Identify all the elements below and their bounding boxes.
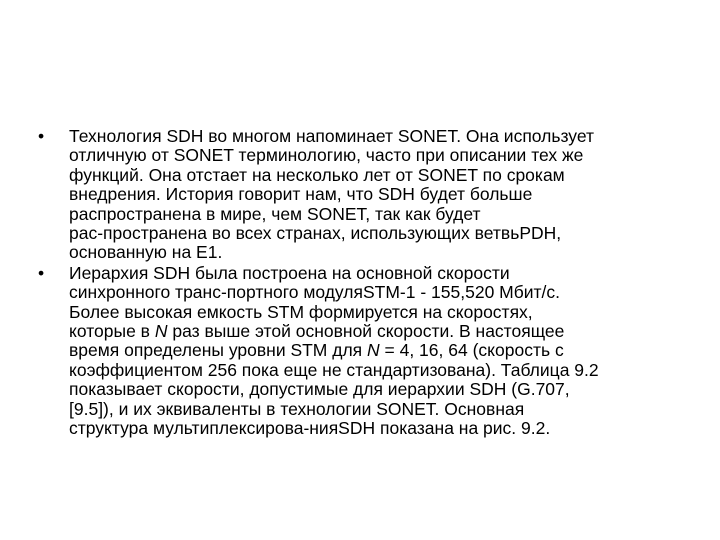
text-segment: время определены уровни STM для — [69, 340, 368, 361]
bullet-item-sdh-technology — [38, 127, 688, 263]
bullet-list — [38, 127, 688, 439]
text-line: показывает скорости, допустимые для иерархии SDH (G.707, — [69, 379, 570, 400]
text-line: основанную на E1. — [69, 242, 223, 263]
text-line: Более высокая емкость STM формируется на скоростях, — [69, 301, 533, 322]
bullet-icon: • — [38, 262, 45, 283]
text-line: синхронного транс-портного модуляSTM-1 - 155,520 Мбит/с. — [69, 282, 561, 303]
text-line — [69, 341, 688, 360]
text-line: [9.5]), и их эквиваленты в технологии SONET. Основная — [69, 398, 525, 419]
italic-variable-n: N — [154, 321, 168, 342]
text-line: рас-пространена во всех странах, использующих ветвьPDH, — [69, 223, 562, 244]
text-line: структура мультиплексирова-нияSDH показана на рис. 9.2. — [69, 418, 551, 439]
bullet-item-sdh-hierarchy — [38, 264, 688, 439]
text-line: Иерархия SDH была построена на основной скорости — [69, 262, 510, 283]
text-segment: раз выше этой основной скорости. В настоящее — [167, 321, 565, 342]
text-line: отличную от SONET терминологию, часто при описании тех же — [69, 145, 584, 166]
text-line: Технология SDH во многом напоминает SONET. Она использует — [69, 126, 595, 146]
text-line — [69, 322, 688, 341]
text-segment: = 4, 16, 64 (скорость с — [379, 340, 564, 361]
text-segment: которые в — [69, 321, 155, 342]
italic-variable-n: N — [367, 340, 380, 361]
text-line: функций. Она отстает на несколько лет от SONET по срокам — [69, 164, 565, 185]
bullet-icon: • — [38, 126, 45, 146]
text-line: внедрения. История говорит нам, что SDH будет больше — [69, 184, 533, 205]
text-line: распространена в мире, чем SONET, так как будет — [69, 203, 481, 224]
text-line: коэффициентом 256 пока еще не стандартизована). Таблица 9.2 — [69, 359, 599, 380]
